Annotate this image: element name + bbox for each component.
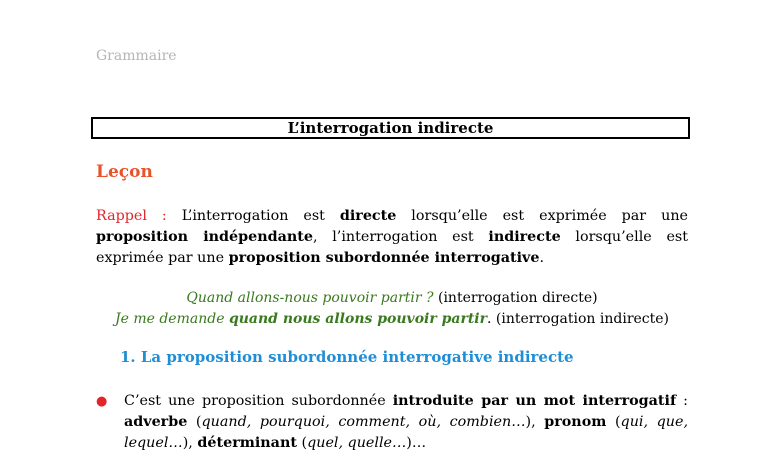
page-title — [91, 117, 690, 139]
rappel-text-1: L’interrogation est — [166, 208, 340, 224]
bullet-text-1a: C’est une proposition subordonnée — [124, 393, 393, 409]
bullet-line-2 — [124, 412, 688, 433]
rappel-paragraph — [96, 206, 688, 269]
example-2-clause: quand nous allons pouvoir partir — [228, 311, 487, 327]
bullet-text-2f: ( — [606, 414, 621, 430]
rappel-text-2: lorsqu’elle est exprimée par une — [396, 208, 688, 224]
example-line-1 — [96, 288, 688, 309]
bullet-bold-3c: déterminant — [197, 435, 297, 451]
rappel-text-3: , l’interrogation est — [312, 229, 489, 245]
example-2-note: . (interrogation indirecte) — [487, 311, 670, 327]
bullet-line-3 — [124, 433, 688, 454]
bullet-italic-3e: quel, quelle… — [307, 435, 407, 451]
bullet-text-3f: )… — [406, 435, 427, 451]
bullet-text-2b: ( — [187, 414, 202, 430]
bullet-italic-3a: lequel… — [124, 435, 183, 451]
bullet-line-1 — [124, 391, 688, 412]
rappel-bold-2: proposition indépendante — [96, 229, 313, 245]
rappel-label: Rappel : — [96, 208, 167, 224]
bullet-italic-2c: quand, pourquoi, comment, où, combien… — [201, 414, 526, 430]
bullet-bold-2e: pronom — [544, 414, 607, 430]
example-2-lead: Je me demande — [114, 311, 229, 327]
bullet-dot-icon: ● — [96, 394, 108, 409]
lesson-heading: Leçon — [96, 162, 153, 182]
bullet-bold-2a: adverbe — [124, 414, 188, 430]
bullet-text-3b: ), — [182, 435, 198, 451]
rappel-bold-1: directe — [339, 208, 397, 224]
page-title-text: L’interrogation indirecte — [287, 119, 494, 137]
rappel-bold-4: proposition subordonnée interrogative — [228, 250, 540, 266]
rappel-text-5: . — [539, 250, 544, 266]
rappel-text-4: lorsqu’elle est exprimée par une — [96, 229, 688, 266]
examples-block — [96, 288, 688, 330]
bullet-bold-1b: introduite par un mot interrogatif — [392, 393, 677, 409]
example-1-question: Quand allons-nous pouvoir partir ? — [186, 290, 434, 306]
example-1-note: (interrogation directe) — [433, 290, 598, 306]
bullet-text-2d: ), — [525, 414, 545, 430]
bullet-text-3d: ( — [296, 435, 308, 451]
example-line-2 — [96, 309, 688, 330]
bullet-text-1c: : — [676, 393, 688, 409]
header-label: Grammaire — [96, 48, 177, 64]
bullet-italic-2g: qui, que, — [620, 414, 688, 430]
rappel-bold-3: indirecte — [488, 229, 561, 245]
section-heading: 1. La proposition subordonnée interrogative indirecte — [120, 348, 574, 366]
